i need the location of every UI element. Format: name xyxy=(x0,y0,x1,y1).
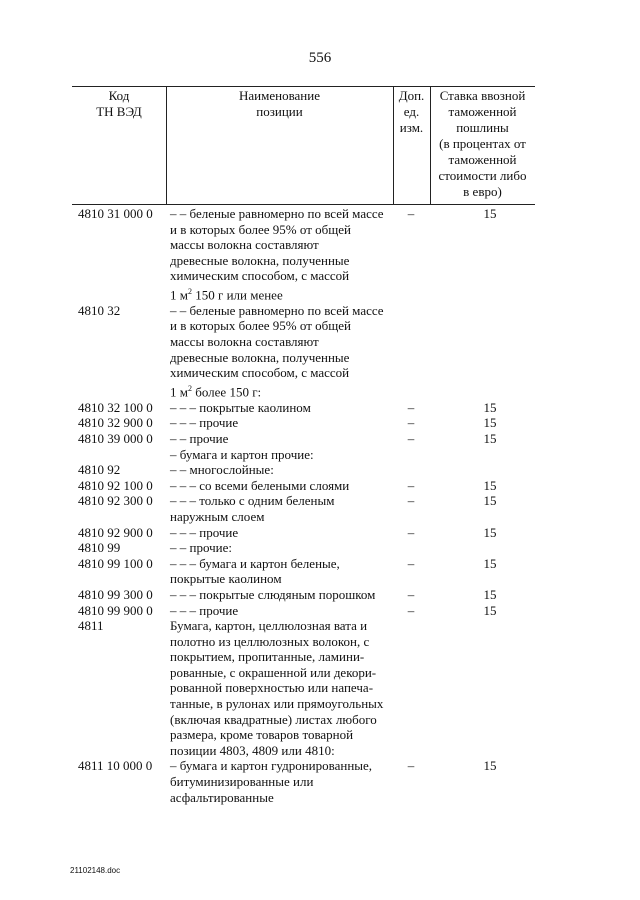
header-code: Код ТН ВЭД xyxy=(96,88,142,119)
duty-rate: 15 xyxy=(483,602,497,618)
tnved-code: 4810 92 xyxy=(78,462,121,478)
position-name: – – – покрытые слюдяным порошком xyxy=(170,586,376,602)
tnved-code: 4810 32 xyxy=(78,302,121,318)
position-name: – – многослойные: xyxy=(170,462,274,478)
header-name: Наименование позиции xyxy=(239,88,320,119)
header-bottom-rule xyxy=(72,204,535,205)
duty-rate: 15 xyxy=(483,206,497,221)
tnved-code: 4810 92 900 0 xyxy=(78,524,153,540)
position-name: – – прочие xyxy=(170,430,229,446)
table-row xyxy=(0,618,640,758)
duty-rate: 15 xyxy=(483,524,497,540)
duty-rate: 15 xyxy=(483,493,497,509)
table-row xyxy=(0,587,640,603)
duty-rate: 15 xyxy=(483,399,497,415)
duty-rate: 15 xyxy=(483,415,497,431)
duty-rate: 15 xyxy=(483,586,497,602)
page-number: 556 xyxy=(308,50,332,66)
position-name: – – – прочие xyxy=(170,524,239,540)
table-row xyxy=(0,400,640,416)
additional-unit: – xyxy=(407,477,415,493)
tnved-code: 4810 92 300 0 xyxy=(78,493,153,509)
tnved-code: 4811 xyxy=(78,618,104,634)
position-name: – – – прочие xyxy=(170,602,239,618)
additional-unit: – xyxy=(407,206,415,221)
duty-rate: 15 xyxy=(483,555,497,571)
tnved-code: 4811 10 000 0 xyxy=(78,758,153,774)
position-name: – – беленые равномерно по всей массе и в которых более 95% от общей массы волокна составляют древесные волокна, полученные химическим способом, с массой 1 $м^2$ 150 г или менее xyxy=(170,206,384,303)
tnved-code: 4810 99 900 0 xyxy=(78,602,153,618)
additional-unit: – xyxy=(407,758,415,774)
table-top-rule xyxy=(72,86,535,87)
tnved-code: 4810 99 300 0 xyxy=(78,586,153,602)
additional-unit: – xyxy=(407,493,415,509)
additional-unit: – xyxy=(407,399,415,415)
tnved-code: 4810 39 000 0 xyxy=(78,430,153,446)
additional-unit: – xyxy=(407,586,415,602)
additional-unit: – xyxy=(407,430,415,446)
additional-unit: – xyxy=(407,415,415,431)
additional-unit: – xyxy=(407,555,415,571)
additional-unit: – xyxy=(407,602,415,618)
table-row xyxy=(0,478,640,494)
position-name: Бумага, картон, целлюлозная вата и полотно из целлюлозных волокон, с покрытием, пропитанные, ламини- рованные, с окрашенной или декори- рованной поверхностью или напеча- танные, в рулонах или прямоугольных (включая квадратные) листах любого размера, кроме товаров товарной позиции 4803, 4809 или 4810: xyxy=(170,618,384,758)
table-row xyxy=(0,462,640,478)
header-rate: Ставка ввозной таможенной пошлины (в процентах от таможенной стоимости либо в евро) xyxy=(438,88,527,199)
table-row xyxy=(0,525,640,541)
file-name: 21102148.doc xyxy=(70,866,121,875)
position-name: – – беленые равномерно по всей массе и в которых более 95% от общей массы волокна составляют древесные волокна, полученные химическим способом, с массой 1 $м^2$ более 150 г: xyxy=(170,302,384,400)
position-name: – – – бумага и картон беленые, покрытые каолином xyxy=(170,555,340,587)
position-name: – бумага и картон гудронированные, битуминизированные или асфальтированные xyxy=(170,758,373,805)
position-name: – – – покрытые каолином xyxy=(170,399,311,415)
tnved-code: 4810 92 100 0 xyxy=(78,477,153,493)
table-row xyxy=(0,758,640,805)
tnved-code: 4810 99 xyxy=(78,540,121,556)
table-row xyxy=(0,447,640,463)
position-name: – – – прочие xyxy=(170,415,239,431)
position-name: – – – только с одним беленым наружным слоем xyxy=(170,493,335,524)
table-row xyxy=(0,303,640,400)
table-row xyxy=(0,556,640,587)
table-row xyxy=(0,206,640,303)
additional-unit: – xyxy=(407,524,415,540)
table-row xyxy=(0,415,640,431)
position-name: – – – со всеми белеными слоями xyxy=(170,477,350,493)
tnved-code: 4810 31 000 0 xyxy=(78,206,153,221)
duty-rate: 15 xyxy=(483,430,497,446)
tnved-code: 4810 32 900 0 xyxy=(78,415,153,431)
table-row xyxy=(0,431,640,447)
position-name: – – прочие: xyxy=(170,540,232,556)
table-row xyxy=(0,603,640,619)
position-name: – бумага и картон прочие: xyxy=(170,446,314,462)
tnved-code: 4810 32 100 0 xyxy=(78,399,153,415)
table-row xyxy=(0,540,640,556)
duty-rate: 15 xyxy=(483,477,497,493)
duty-rate: 15 xyxy=(483,758,497,774)
header-unit: Доп. ед. изм. xyxy=(398,88,425,135)
tariff-table-body xyxy=(0,206,640,805)
table-row xyxy=(0,493,640,524)
tnved-code: 4810 99 100 0 xyxy=(78,555,153,571)
